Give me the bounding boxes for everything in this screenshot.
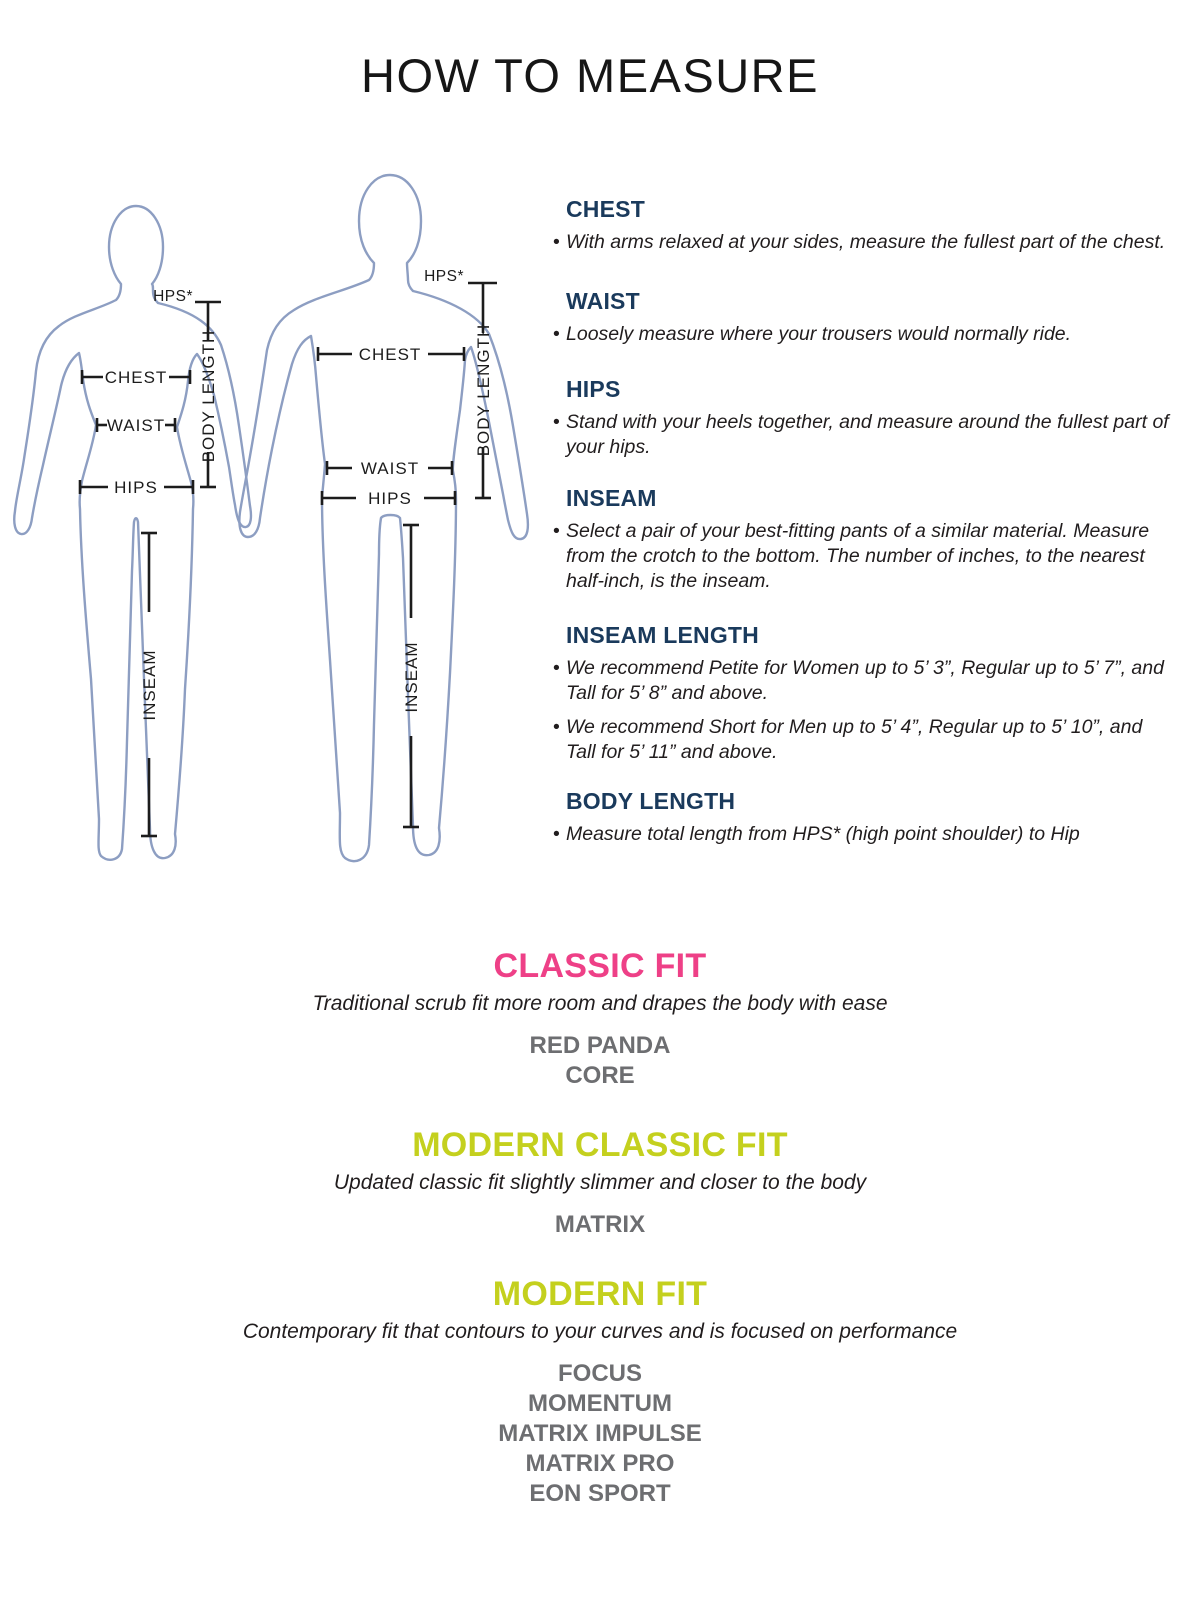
fit-item: MATRIX IMPULSE: [498, 1420, 702, 1447]
bullet: • We recommend Short for Men up to 5’ 4”, Regular up to 5’ 10”, and Tall for 5’ 11” and above.: [553, 715, 1175, 765]
bullet: • Select a pair of your best-fitting pants of a similar material. Measure from the crotch to the bottom. The number of inches, to the nearest half-inch, is the inseam.: [553, 519, 1175, 594]
section-chest-bullets: [553, 230, 1175, 255]
fit-modern-subtitle: Contemporary fit that contours to your curves and is focused on performance: [242, 1320, 958, 1343]
fit-item: EON SPORT: [529, 1480, 671, 1507]
female-figure: [14, 206, 251, 860]
section-inseam: [553, 485, 1175, 594]
male-body-length-label: BODY LENGTH: [474, 323, 493, 457]
section-body-length-bullets: [553, 822, 1175, 847]
section-inseam-heading: INSEAM: [566, 485, 657, 511]
female-hips-label: HIPS: [114, 478, 158, 497]
bullet: • Measure total length from HPS* (high point shoulder) to Hip: [553, 822, 1175, 847]
section-waist-bullets: [553, 322, 1175, 347]
bullet: • Stand with your heels together, and measure around the fullest part of your hips.: [553, 410, 1175, 460]
fit-item: CORE: [565, 1062, 635, 1089]
male-figure: [239, 175, 528, 861]
female-inseam-label: INSEAM: [140, 649, 159, 721]
section-hips-heading: HIPS: [566, 376, 621, 402]
female-hps-label: HPS*: [153, 288, 193, 305]
fit-modern-classic-items: [10, 1210, 1190, 1240]
female-chest-label: CHEST: [104, 368, 168, 387]
section-hips-bullets: [553, 410, 1175, 460]
section-body-length: [553, 788, 1175, 847]
fit-section-modern-classic: [10, 1125, 1190, 1240]
female-waist-label: WAIST: [106, 416, 166, 435]
fit-section-classic: [10, 946, 1190, 1091]
female-body-length-label: BODY LENGTH: [199, 329, 218, 463]
female-measurements: [80, 288, 221, 836]
female-figure-outline: [14, 206, 251, 860]
bullet: • With arms relaxed at your sides, measure the fullest part of the chest.: [553, 230, 1175, 255]
section-waist-heading: WAIST: [566, 288, 640, 314]
page-title: HOW TO MEASURE: [361, 49, 819, 102]
section-chest-heading: CHEST: [566, 196, 645, 222]
fit-item: MATRIX PRO: [525, 1450, 675, 1477]
section-chest: [553, 196, 1175, 255]
fit-modern-classic-subtitle: Updated classic fit slightly slimmer and closer to the body: [333, 1171, 867, 1194]
measurement-figures-diagram: [0, 0, 540, 900]
male-waist-label: WAIST: [360, 459, 420, 478]
section-hips: [553, 376, 1175, 460]
section-inseam-bullets: [553, 519, 1175, 594]
male-hips-label: HIPS: [368, 489, 412, 508]
fit-modern-classic-heading: MODERN CLASSIC FIT: [412, 1126, 788, 1164]
male-figure-outline: [239, 175, 528, 861]
fit-classic-heading: CLASSIC FIT: [493, 947, 707, 985]
section-inseam-length-bullets: [553, 656, 1175, 765]
fit-item: RED PANDA: [529, 1032, 671, 1059]
section-body-length-heading: BODY LENGTH: [566, 788, 736, 814]
male-hps-label: HPS*: [424, 268, 464, 285]
section-inseam-length-heading: INSEAM LENGTH: [566, 622, 759, 648]
fit-item: MATRIX: [554, 1211, 646, 1238]
fit-item: MOMENTUM: [528, 1390, 672, 1417]
male-measurements: [318, 268, 497, 827]
male-chest-label: CHEST: [358, 345, 422, 364]
section-waist: [553, 288, 1175, 347]
fit-modern-items: [10, 1359, 1190, 1509]
bullet: • We recommend Petite for Women up to 5’ 3”, Regular up to 5’ 7”, and Tall for 5’ 8” and above.: [553, 656, 1175, 706]
fit-section-modern: [10, 1274, 1190, 1509]
bullet: • Loosely measure where your trousers would normally ride.: [553, 322, 1175, 347]
fit-modern-heading: MODERN FIT: [492, 1275, 708, 1313]
fit-item: FOCUS: [558, 1360, 642, 1387]
male-inseam-label: INSEAM: [402, 641, 421, 713]
fit-families: [10, 946, 1190, 1509]
fit-classic-subtitle: Traditional scrub fit more room and drapes the body with ease: [312, 992, 888, 1015]
fit-classic-items: [10, 1031, 1190, 1091]
section-inseam-length: [553, 622, 1175, 765]
